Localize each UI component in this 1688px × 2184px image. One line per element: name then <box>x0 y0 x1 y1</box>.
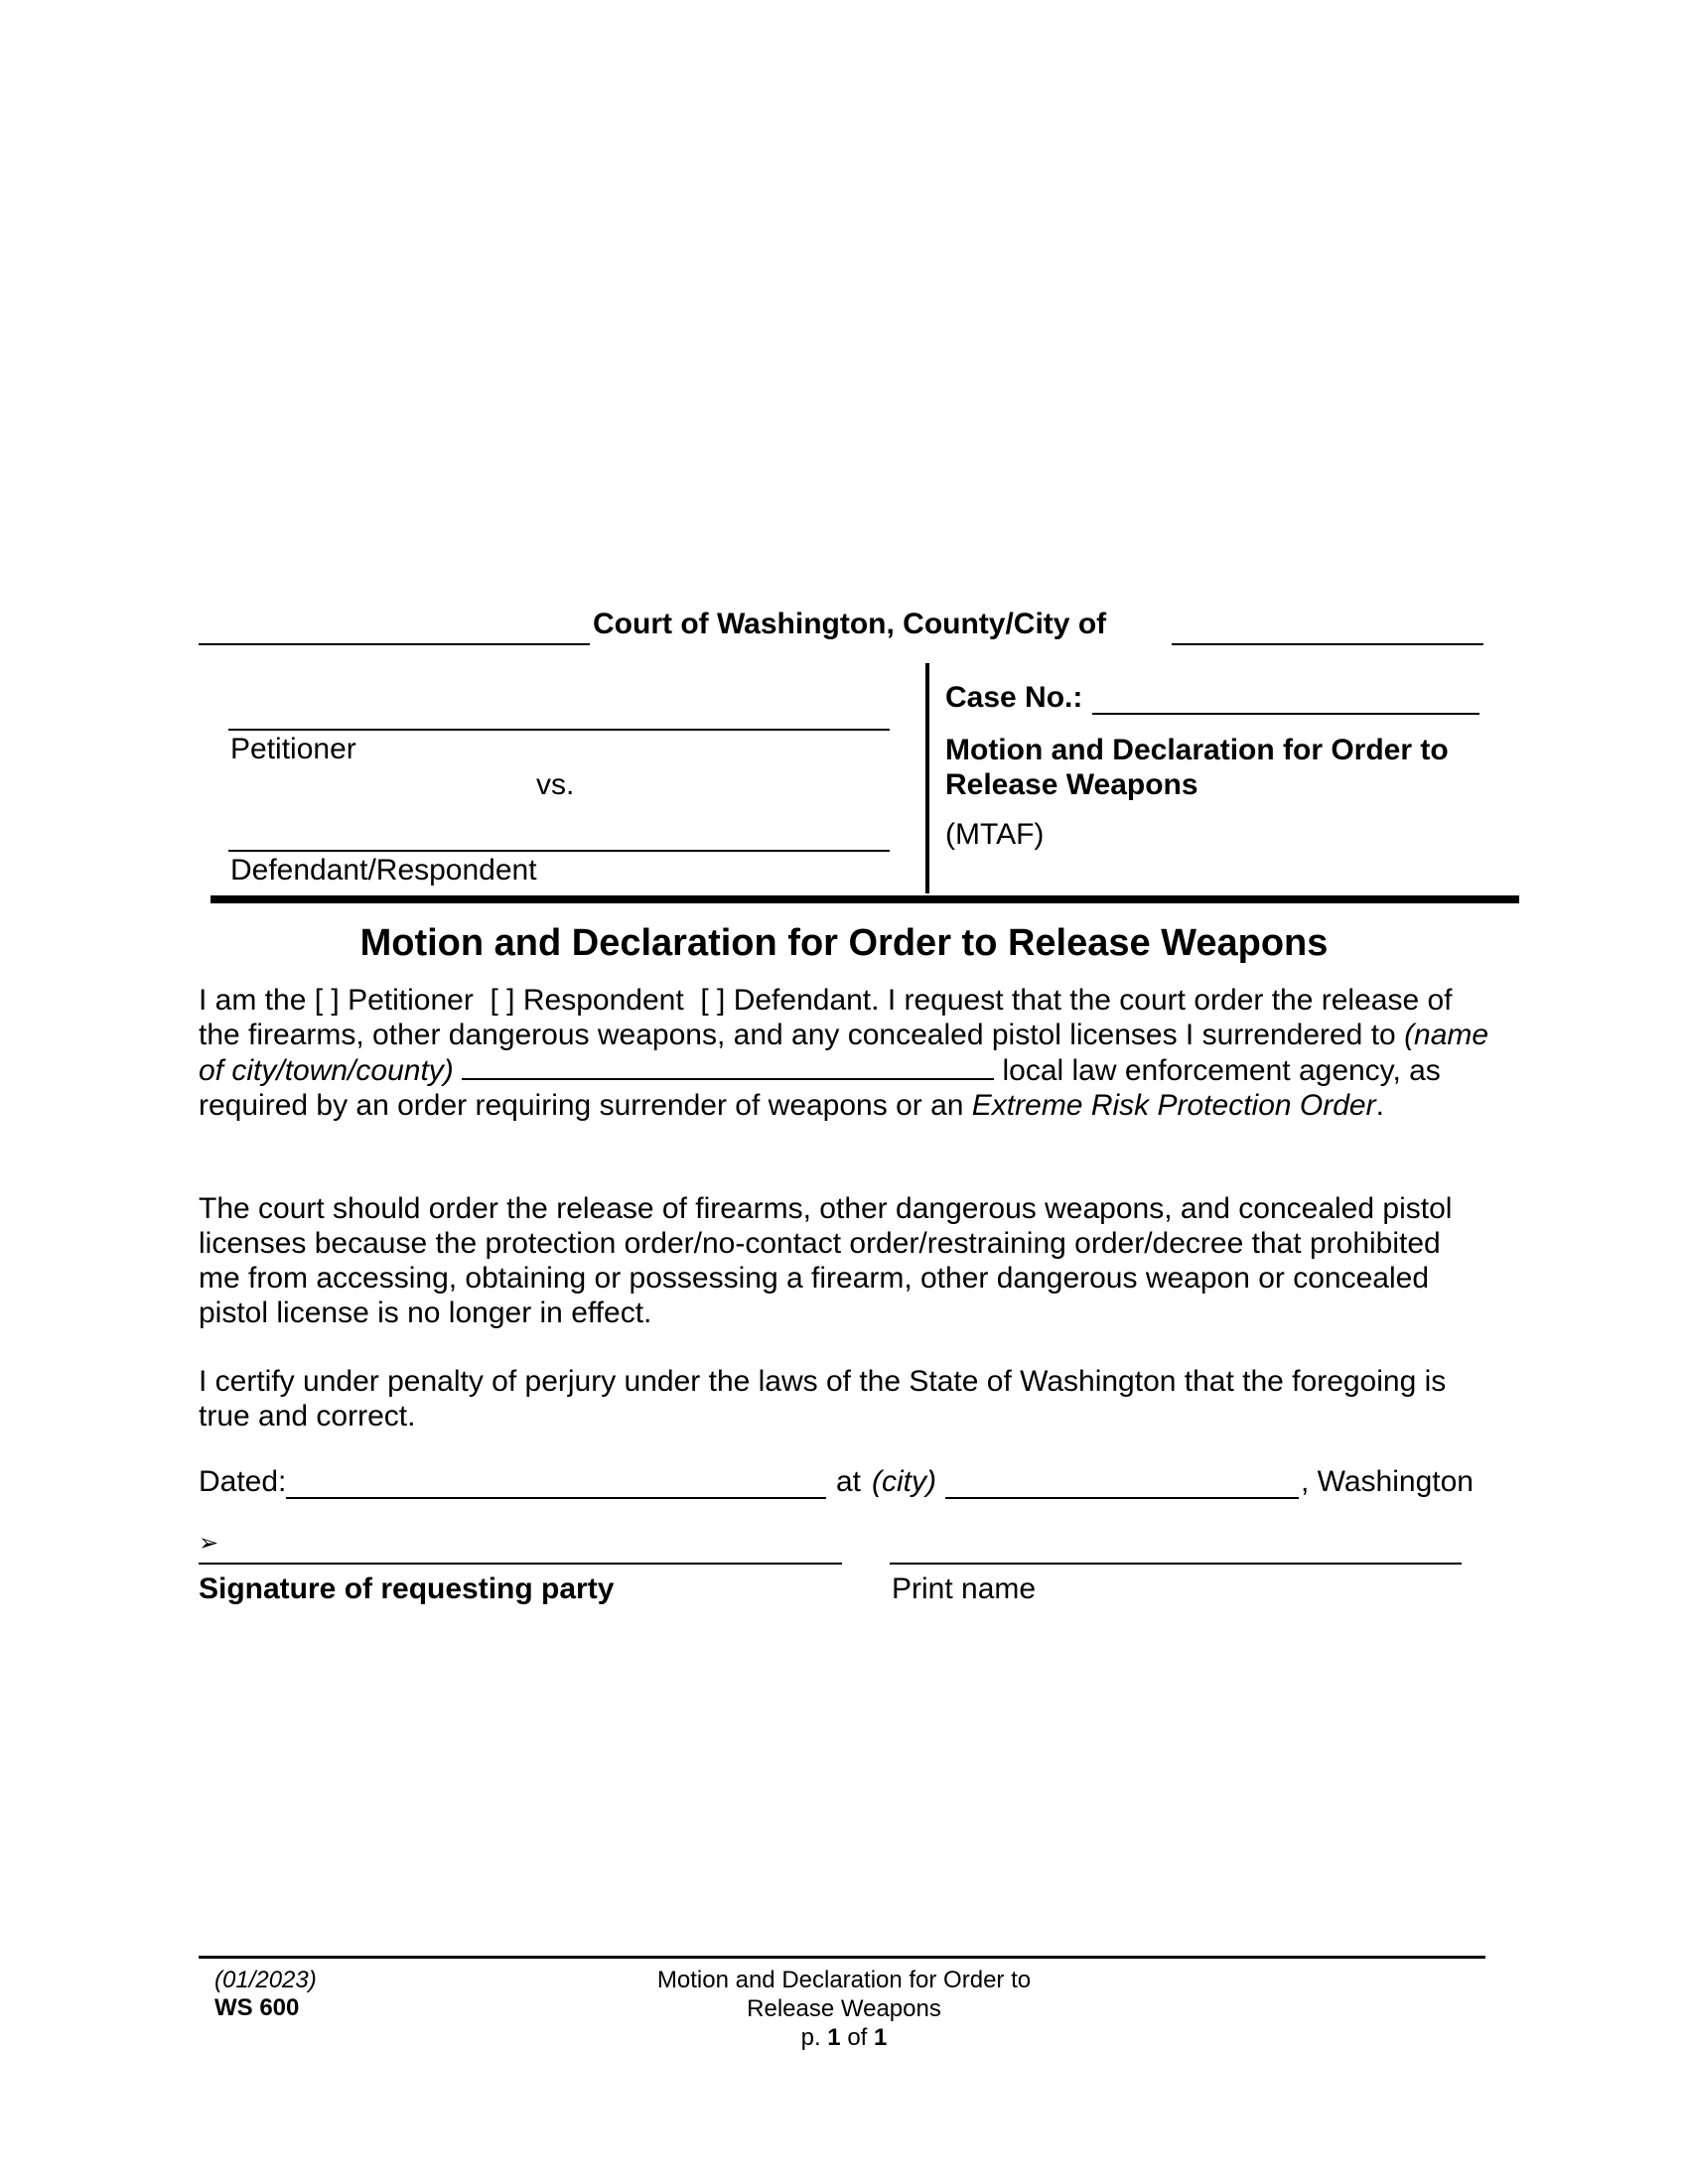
intro-text: I am the <box>199 984 307 1017</box>
option-petitioner: Petitioner <box>348 984 474 1017</box>
caption-bottom-rule <box>211 895 1519 903</box>
city-town-county-hint: (name of city/town/county) <box>199 1019 1489 1087</box>
footer-title-line2: Release Weapons <box>747 1995 941 2022</box>
defendant-name-line[interactable] <box>228 816 890 852</box>
page-of: of <box>847 2024 868 2051</box>
city-field[interactable] <box>945 1463 1299 1499</box>
request-text: I request that the court order the release of the firearms, other dangerous weapons, and any concealed pistol licenses I surrendered to <box>199 984 1453 1051</box>
document-title: Motion and Declaration for Order to Release Weapons <box>359 922 1329 964</box>
agency-name-blank[interactable] <box>462 1052 994 1080</box>
court-prefix-blank[interactable] <box>199 610 590 645</box>
page-total: 1 <box>874 2024 888 2051</box>
print-name-line[interactable] <box>890 1529 1462 1565</box>
dated-label: Dated: <box>199 1465 287 1498</box>
paragraph-reason: The court should order the release of firearms, other dangerous weapons, and concealed pistol licenses because the protection order/no-contact order/restraining order/decree that prohibited me from accessing, obtaining or possessing a firearm, other dangerous weapon or concealed pistol license is no longer in effect. <box>199 1192 1453 1329</box>
petitioner-label: Petitioner <box>230 733 356 765</box>
footer-form-code: WS 600 <box>214 1994 300 2021</box>
defendant-label: Defendant/Respondent <box>230 854 537 887</box>
at-label: at <box>836 1465 862 1498</box>
paragraph-request <box>199 983 1489 1123</box>
erpo-period: . <box>1375 1089 1384 1122</box>
page-prefix: p. <box>800 2024 821 2051</box>
checkbox-defendant[interactable]: [ ] <box>700 984 726 1017</box>
footer-title <box>596 1966 1092 2052</box>
city-label: (city) <box>872 1465 936 1498</box>
caption-abbreviation: (MTAF) <box>945 818 1045 851</box>
court-title: Court of Washington, County/City of <box>593 608 1107 640</box>
signature-label: Signature of requesting party <box>199 1572 615 1605</box>
footer-page-number <box>596 2023 1092 2052</box>
paragraph-certification: I certify under penalty of perjury under the laws of the State of Washington that the foregoing is true and correct. <box>199 1365 1447 1433</box>
caption-motion-title: Motion and Declaration for Order to Release Weapons <box>945 734 1449 801</box>
option-defendant: Defendant. <box>733 984 880 1017</box>
dated-field[interactable] <box>286 1463 826 1499</box>
print-name-label: Print name <box>892 1572 1037 1605</box>
erpo-text: Extreme Risk Protection Order <box>971 1089 1376 1122</box>
signature-line[interactable] <box>199 1529 842 1565</box>
caption-divider <box>925 663 929 893</box>
footer-title-line1: Motion and Declaration for Order to <box>656 1967 1032 1993</box>
footer-rule <box>199 1956 1485 1959</box>
option-respondent: Respondent <box>522 984 684 1017</box>
petitioner-name-line[interactable] <box>228 695 890 731</box>
state-label: , Washington <box>1301 1465 1474 1498</box>
signature-arrow-icon: ➢ <box>199 1529 219 1557</box>
page-current: 1 <box>827 2024 841 2051</box>
vs-label: vs. <box>536 768 575 801</box>
footer-date-code: (01/2023) <box>214 1967 317 1993</box>
case-no-label: Case No.: <box>945 681 1083 714</box>
county-city-blank[interactable] <box>1172 610 1483 645</box>
checkbox-respondent[interactable]: [ ] <box>490 984 515 1017</box>
agency-text: local law enforcement agency, as required by an order requiring surrender of weapons or an <box>199 1054 1441 1122</box>
case-no-field[interactable] <box>1092 679 1479 715</box>
checkbox-petitioner[interactable]: [ ] <box>314 984 340 1017</box>
